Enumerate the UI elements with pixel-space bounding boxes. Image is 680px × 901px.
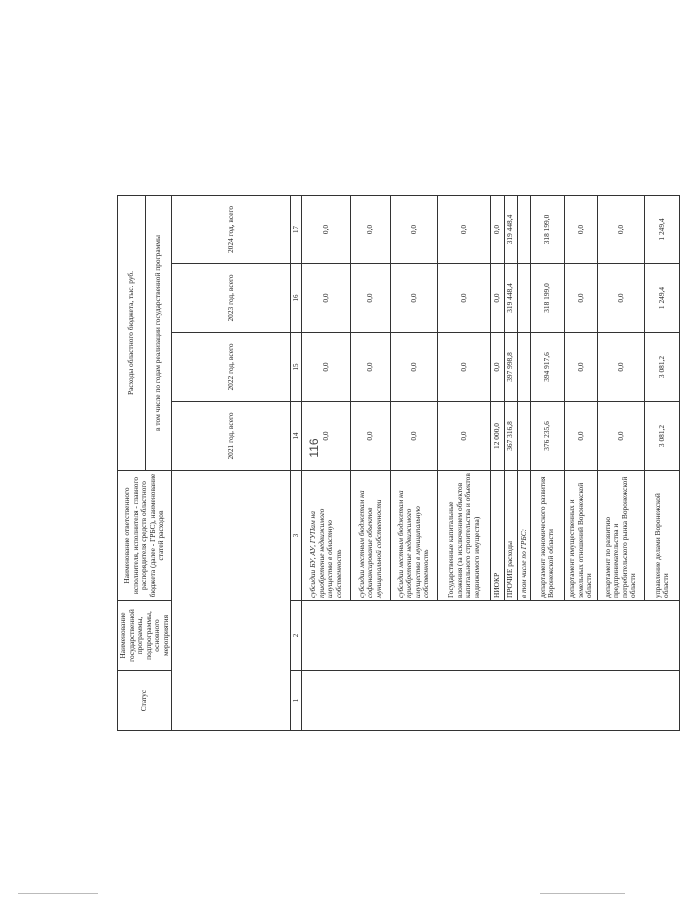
value-cell: 0,0 xyxy=(491,196,504,264)
value-cell xyxy=(517,333,530,402)
header-expenses-title: Расходы областного бюджета, тыс. руб. xyxy=(118,196,146,471)
row-label: Государственные капитальные вложения (за исключением объектов капитального строительства и объектов недвижимого имущества) xyxy=(437,471,490,601)
col-index: 14 xyxy=(291,402,302,471)
value-cell: 12 000,0 xyxy=(491,402,504,471)
value-cell: 0,0 xyxy=(597,264,644,333)
value-cell: 0,0 xyxy=(302,196,351,264)
table-row xyxy=(302,196,351,731)
value-cell: 0,0 xyxy=(351,264,391,333)
col-index: 15 xyxy=(291,333,302,402)
value-cell: 394 917,6 xyxy=(531,333,564,402)
value-cell: 3 081,2 xyxy=(644,402,680,471)
value-cell: 0,0 xyxy=(491,333,504,402)
value-cell: 0,0 xyxy=(302,402,351,471)
row-label: ПРОЧИЕ расходы xyxy=(504,471,517,601)
row-label: субсидии местным бюджетам на приобретение недвижимого имущества в муниципальную собственность xyxy=(391,471,438,601)
value-cell: 0,0 xyxy=(564,402,597,471)
value-cell: 0,0 xyxy=(351,196,391,264)
value-cell: 0,0 xyxy=(564,196,597,264)
col-index: 1 xyxy=(291,671,302,731)
header-year-2024: 2024 год, всего xyxy=(172,196,291,264)
status-cell xyxy=(302,671,680,731)
value-cell xyxy=(517,196,530,264)
row-label: в том числе по ГРБС: xyxy=(517,471,530,601)
value-cell: 0,0 xyxy=(391,196,438,264)
col-index: 16 xyxy=(291,264,302,333)
value-cell: 367 316,8 xyxy=(504,402,517,471)
value-cell xyxy=(517,402,530,471)
value-cell: 0,0 xyxy=(391,402,438,471)
row-label: департамент экономического развития Воронежской области xyxy=(531,471,564,601)
value-cell: 319 448,4 xyxy=(504,264,517,333)
budget-table xyxy=(117,195,680,731)
value-cell: 3 081,2 xyxy=(644,333,680,402)
row-label: НИОКР xyxy=(491,471,504,601)
scan-edge-mark xyxy=(540,893,625,894)
row-label: субсидии БУ, АУ, ГУПам на приобретение недвижимого имущества в областную собственность xyxy=(302,471,351,601)
col-index: 17 xyxy=(291,196,302,264)
header-executor: Наименование ответственного исполнителя, исполнителя - главного распорядителя средств областного бюджета (далее - ГРБС), наименование статей расходов xyxy=(118,471,172,601)
value-cell: 0,0 xyxy=(597,196,644,264)
scan-edge-mark xyxy=(18,893,98,894)
value-cell: 0,0 xyxy=(391,333,438,402)
value-cell: 319 448,4 xyxy=(504,196,517,264)
header-program-name: Наименование государственной программы, подпрограммы, основного мероприятия xyxy=(118,601,172,671)
value-cell: 0,0 xyxy=(437,196,490,264)
value-cell: 0,0 xyxy=(564,264,597,333)
value-cell: 0,0 xyxy=(597,402,644,471)
row-label: субсидии местным бюджетам на софинансирование объектов муниципальной собственности xyxy=(351,471,391,601)
row-label: управление делами Воронежской области xyxy=(644,471,680,601)
value-cell: 397 998,8 xyxy=(504,333,517,402)
col-index: 3 xyxy=(291,471,302,601)
value-cell: 0,0 xyxy=(302,333,351,402)
value-cell xyxy=(517,264,530,333)
row-label: департамент имущественных и земельных отношений Воронежской области xyxy=(564,471,597,601)
value-cell: 0,0 xyxy=(564,333,597,402)
value-cell: 0,0 xyxy=(597,333,644,402)
value-cell: 376 235,6 xyxy=(531,402,564,471)
value-cell: 318 199,0 xyxy=(531,196,564,264)
page-number: 116 xyxy=(307,438,321,458)
column-index-row xyxy=(291,196,302,731)
value-cell: 0,0 xyxy=(491,264,504,333)
value-cell: 0,0 xyxy=(391,264,438,333)
value-cell: 0,0 xyxy=(351,333,391,402)
budget-sheet xyxy=(117,196,671,731)
col-index: 2 xyxy=(291,601,302,671)
header-status: Статус xyxy=(118,671,172,731)
header-year-2021: 2021 год, всего xyxy=(172,402,291,471)
program-cell xyxy=(302,601,680,671)
value-cell: 0,0 xyxy=(437,333,490,402)
value-cell: 0,0 xyxy=(302,264,351,333)
value-cell: 0,0 xyxy=(437,402,490,471)
row-label: департамент по развитию предпринимательства и потребительского рынка Воронежской области xyxy=(597,471,644,601)
value-cell: 1 249,4 xyxy=(644,264,680,333)
value-cell: 0,0 xyxy=(437,264,490,333)
value-cell: 1 249,4 xyxy=(644,196,680,264)
header-year-2022: 2022 год, всего xyxy=(172,333,291,402)
value-cell: 0,0 xyxy=(351,402,391,471)
header-year-2023: 2023 год, всего xyxy=(172,264,291,333)
header-by-years: в том числе по годам реализации государственной программы xyxy=(145,196,172,471)
value-cell: 318 199,0 xyxy=(531,264,564,333)
